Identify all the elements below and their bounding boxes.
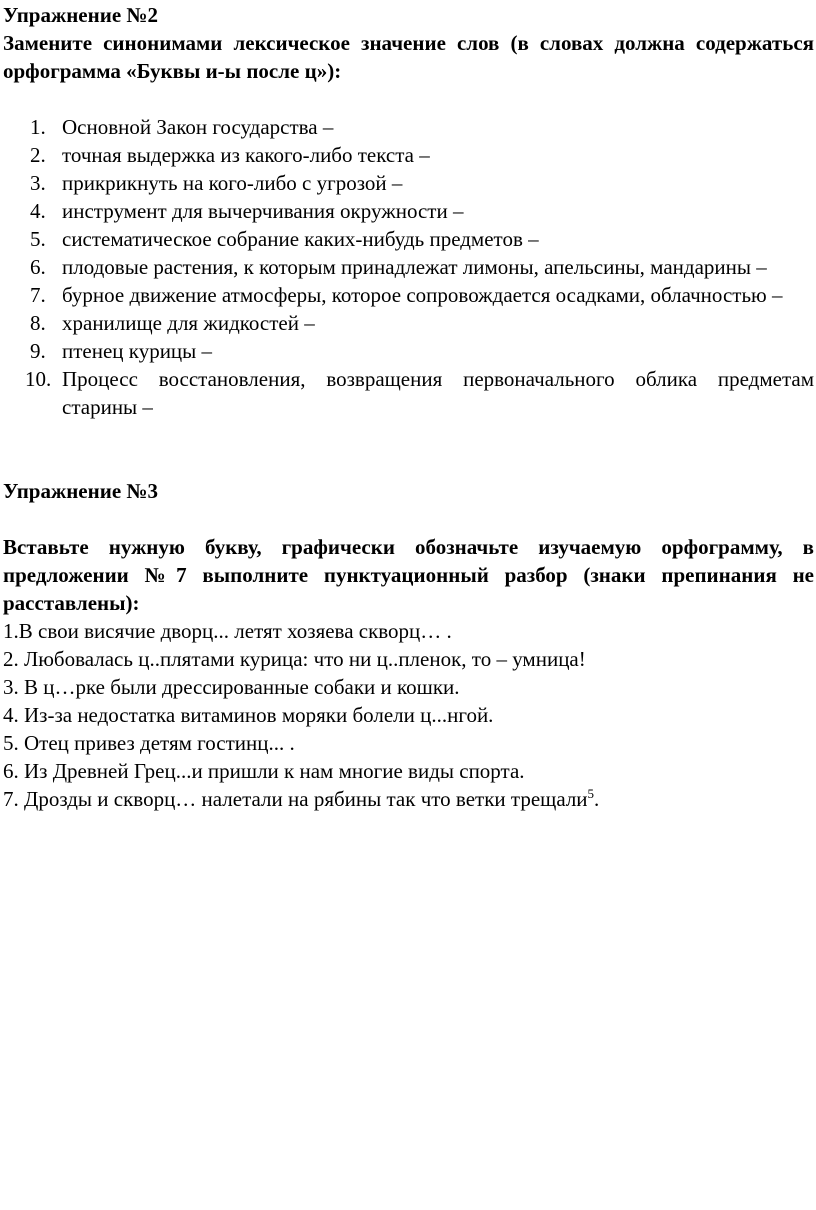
list-item-number: 4. — [30, 199, 46, 223]
list-item — [3, 197, 814, 225]
list-item-text: хранилище для жидкостей – — [62, 311, 315, 335]
list-item-number: 1. — [30, 115, 46, 139]
sentence: 4. Из-за недостатка витаминов моряки болели ц...нгой. — [3, 703, 494, 727]
list-item-text: бурное движение атмосферы, которое сопровождается осадками, облачностью – — [62, 283, 783, 307]
list-item — [3, 253, 814, 281]
list-item-text: птенец курицы – — [62, 339, 213, 363]
list-item-text: Процесс восстановления, возвращения первоначального облика предметам старины – — [62, 367, 814, 419]
list-item — [3, 225, 814, 253]
sentence-7-end: . — [594, 787, 600, 811]
sentence-7-text: 7. Дрозды и скворц… налетали на рябины так что ветки трещали — [3, 787, 588, 811]
sentence: 2. Любовалась ц..плятами курица: что ни ц..пленок, то – умница! — [3, 647, 586, 671]
list-item-text: систематическое собрание каких-нибудь предметов – — [62, 227, 539, 251]
list-item — [3, 113, 814, 141]
list-item-text: инструмент для вычерчивания окружности – — [62, 199, 464, 223]
list-item — [3, 169, 814, 197]
list-item-number: 2. — [30, 143, 46, 167]
list-item — [3, 281, 814, 309]
list-item-number: 7. — [30, 283, 46, 307]
list-item-text: Основной Закон государства – — [62, 115, 334, 139]
list-item — [3, 365, 814, 421]
sentence: 1.В свои висячие дворц... летят хозяева скворц… . — [3, 619, 452, 643]
list-item-number: 3. — [30, 171, 46, 195]
list-item — [3, 141, 814, 169]
sentence: 6. Из Древней Грец...и пришли к нам многие виды спорта. — [3, 759, 525, 783]
list-item-text: плодовые растения, к которым принадлежат лимоны, апельсины, мандарины – — [62, 255, 767, 279]
list-item-number: 10. — [25, 367, 52, 391]
sentence-7 — [3, 785, 814, 813]
list-item-text: прикрикнуть на кого-либо с угрозой – — [62, 171, 403, 195]
exercise-3-task: Вставьте нужную букву, графически обозначьте изучаемую орфограмму, в предложении №7 выполните пунктуационный разбор (знаки препинания не расставлены): — [3, 535, 814, 615]
sentence: 3. В ц…рке были дрессированные собаки и кошки. — [3, 675, 460, 699]
list-item — [3, 337, 814, 365]
exercise-2-title: Упражнение №2 — [3, 3, 158, 27]
sentence: 5. Отец привез детям гостинц... . — [3, 731, 295, 755]
list-item — [3, 309, 814, 337]
exercise-3-title: Упражнение №3 — [3, 479, 158, 503]
list-item-text: точная выдержка из какого-либо текста – — [62, 143, 430, 167]
exercise-3-sentences — [3, 617, 814, 813]
footnote-superscript: 5 — [587, 786, 595, 801]
list-item-number: 9. — [30, 339, 46, 363]
list-item-number: 6. — [30, 255, 46, 279]
list-item-number: 5. — [30, 227, 46, 251]
list-item-number: 8. — [30, 311, 46, 335]
exercise-2-task: Замените синонимами лексическое значение слов (в словах должна содержаться орфограмма «Буквы и-ы после ц»): — [3, 31, 814, 83]
exercise-2-list — [3, 113, 814, 421]
